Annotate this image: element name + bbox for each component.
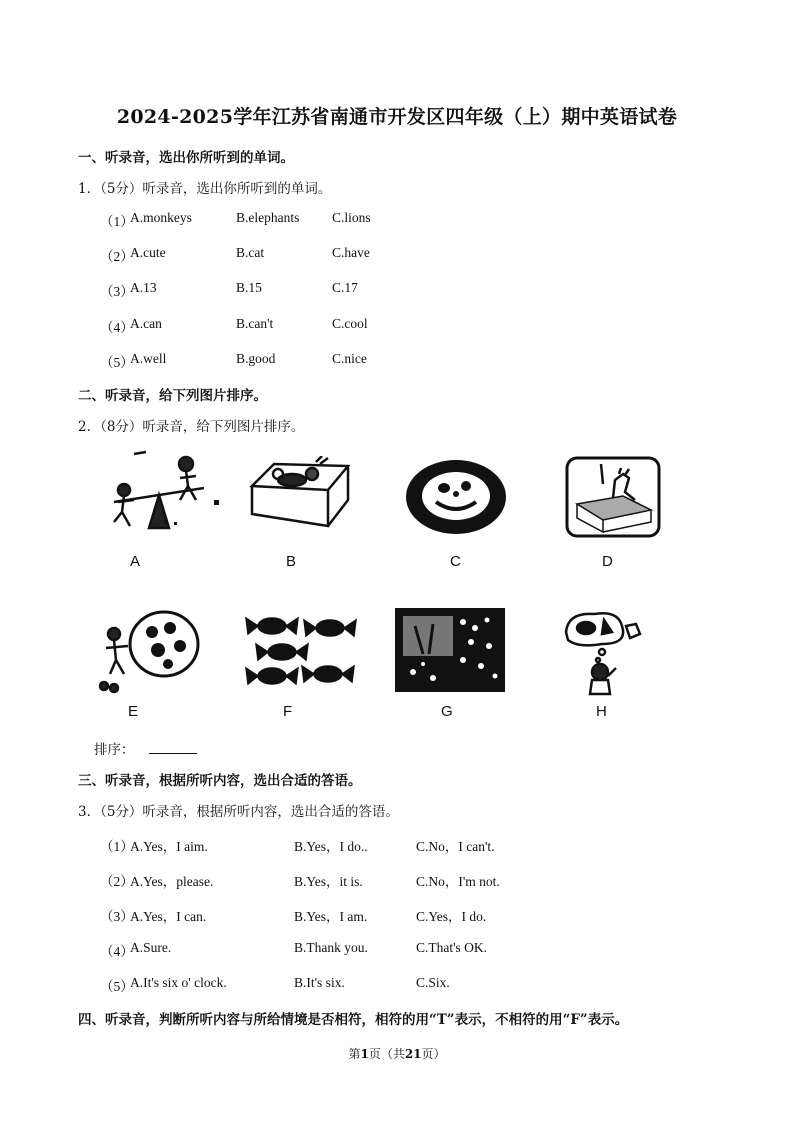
option-c[interactable]: C.That's OK.: [416, 940, 488, 955]
question-2: 2．（8分）听录音，给下列图片排序。: [78, 419, 305, 435]
order-answer: [94, 738, 197, 758]
balloons-child-icon: [96, 608, 206, 696]
footer-post: 页）: [421, 1047, 446, 1061]
item-number: （4）: [100, 320, 134, 335]
item-number: （3）: [100, 909, 134, 924]
item-number: （3）: [100, 284, 134, 299]
question-1: 1．（5分）听录音，选出你所听到的单词。: [78, 181, 332, 197]
option-a[interactable]: A.Yes，please.: [130, 874, 214, 889]
option-a[interactable]: A.well: [130, 351, 167, 366]
picture-label-a: A: [130, 553, 141, 570]
section-2-heading: 二、听录音，给下列图片排序。: [78, 388, 267, 404]
section-4-heading: 四、听录音，判断所听内容与所给情境是否相符，相符的用“T”表示，不相符的用“F”表示。: [78, 1012, 629, 1028]
option-c[interactable]: C.have: [332, 245, 370, 260]
footer-mid: 页（共: [368, 1047, 405, 1061]
option-c[interactable]: C.Six.: [416, 975, 450, 990]
garden-scene-icon: [393, 606, 507, 694]
option-c[interactable]: C.nice: [332, 351, 367, 366]
picture-label-d: D: [602, 553, 613, 570]
picture-label-e: E: [128, 703, 139, 720]
option-b[interactable]: B.good: [236, 351, 276, 366]
item-number: （1）: [100, 839, 134, 854]
option-a[interactable]: A.cute: [130, 245, 166, 260]
option-c[interactable]: C.No，I'm not.: [416, 874, 500, 889]
option-c[interactable]: C.No，I can't.: [416, 839, 495, 854]
current-page-number: 1: [360, 1047, 369, 1061]
question-3: 3．（5分）听录音，根据所听内容，选出合适的答语。: [78, 804, 399, 820]
item-number: （1）: [100, 214, 134, 229]
order-blank[interactable]: [149, 741, 197, 754]
item-number: （2）: [100, 249, 134, 264]
option-a[interactable]: A.Yes，I can.: [130, 909, 207, 924]
boy-thinking-icon: [558, 606, 658, 696]
footer-pre: 第: [348, 1047, 361, 1061]
option-a[interactable]: A.can: [130, 316, 162, 331]
item-number: （4）: [100, 944, 134, 959]
picture-label-b: B: [286, 553, 297, 570]
item-number: （5）: [100, 979, 134, 994]
option-c[interactable]: C.lions: [332, 210, 371, 225]
page-title: 2024-2025学年江苏省南通市开发区四年级（上）期中英语试卷: [116, 106, 678, 128]
item-number: （5）: [100, 355, 134, 370]
section-1-heading: 一、听录音，选出你所听到的单词。: [78, 150, 294, 166]
page-footer: [0, 1045, 794, 1062]
option-b[interactable]: B.Thank you.: [294, 940, 368, 955]
option-c[interactable]: C.cool: [332, 316, 368, 331]
option-b[interactable]: B.can't: [236, 316, 274, 331]
item-number: （2）: [100, 874, 134, 889]
option-c[interactable]: C.Yes，I do.: [416, 909, 487, 924]
option-b[interactable]: B.Yes，it is.: [294, 874, 363, 889]
option-a[interactable]: A.monkeys: [130, 210, 192, 225]
option-b[interactable]: B.Yes，I do..: [294, 839, 368, 854]
plate-food-icon: [404, 458, 508, 536]
option-a[interactable]: A.Sure.: [130, 940, 172, 955]
picture-label-c: C: [450, 553, 461, 570]
order-label: 排序：: [94, 742, 135, 758]
fruit-box-icon: [244, 456, 354, 536]
cat-in-box-icon: [563, 454, 663, 540]
candies-icon: [238, 610, 362, 690]
option-c[interactable]: C.17: [332, 280, 358, 295]
option-a[interactable]: A.It's six o' clock.: [130, 975, 227, 990]
picture-label-g: G: [441, 703, 453, 720]
option-a[interactable]: A.Yes，I aim.: [130, 839, 208, 854]
option-b[interactable]: B.Yes，I am.: [294, 909, 368, 924]
option-a[interactable]: A.13: [130, 280, 157, 295]
option-b[interactable]: B.cat: [236, 245, 265, 260]
picture-label-f: F: [283, 703, 293, 720]
option-b[interactable]: B.It's six.: [294, 975, 345, 990]
option-b[interactable]: B.elephants: [236, 210, 300, 225]
option-b[interactable]: B.15: [236, 280, 262, 295]
section-3-heading: 三、听录音，根据所听内容，选出合适的答语。: [78, 773, 362, 789]
picture-label-h: H: [596, 703, 607, 720]
total-pages-number: 21: [404, 1047, 422, 1061]
seesaw-kids-icon: [104, 450, 224, 540]
